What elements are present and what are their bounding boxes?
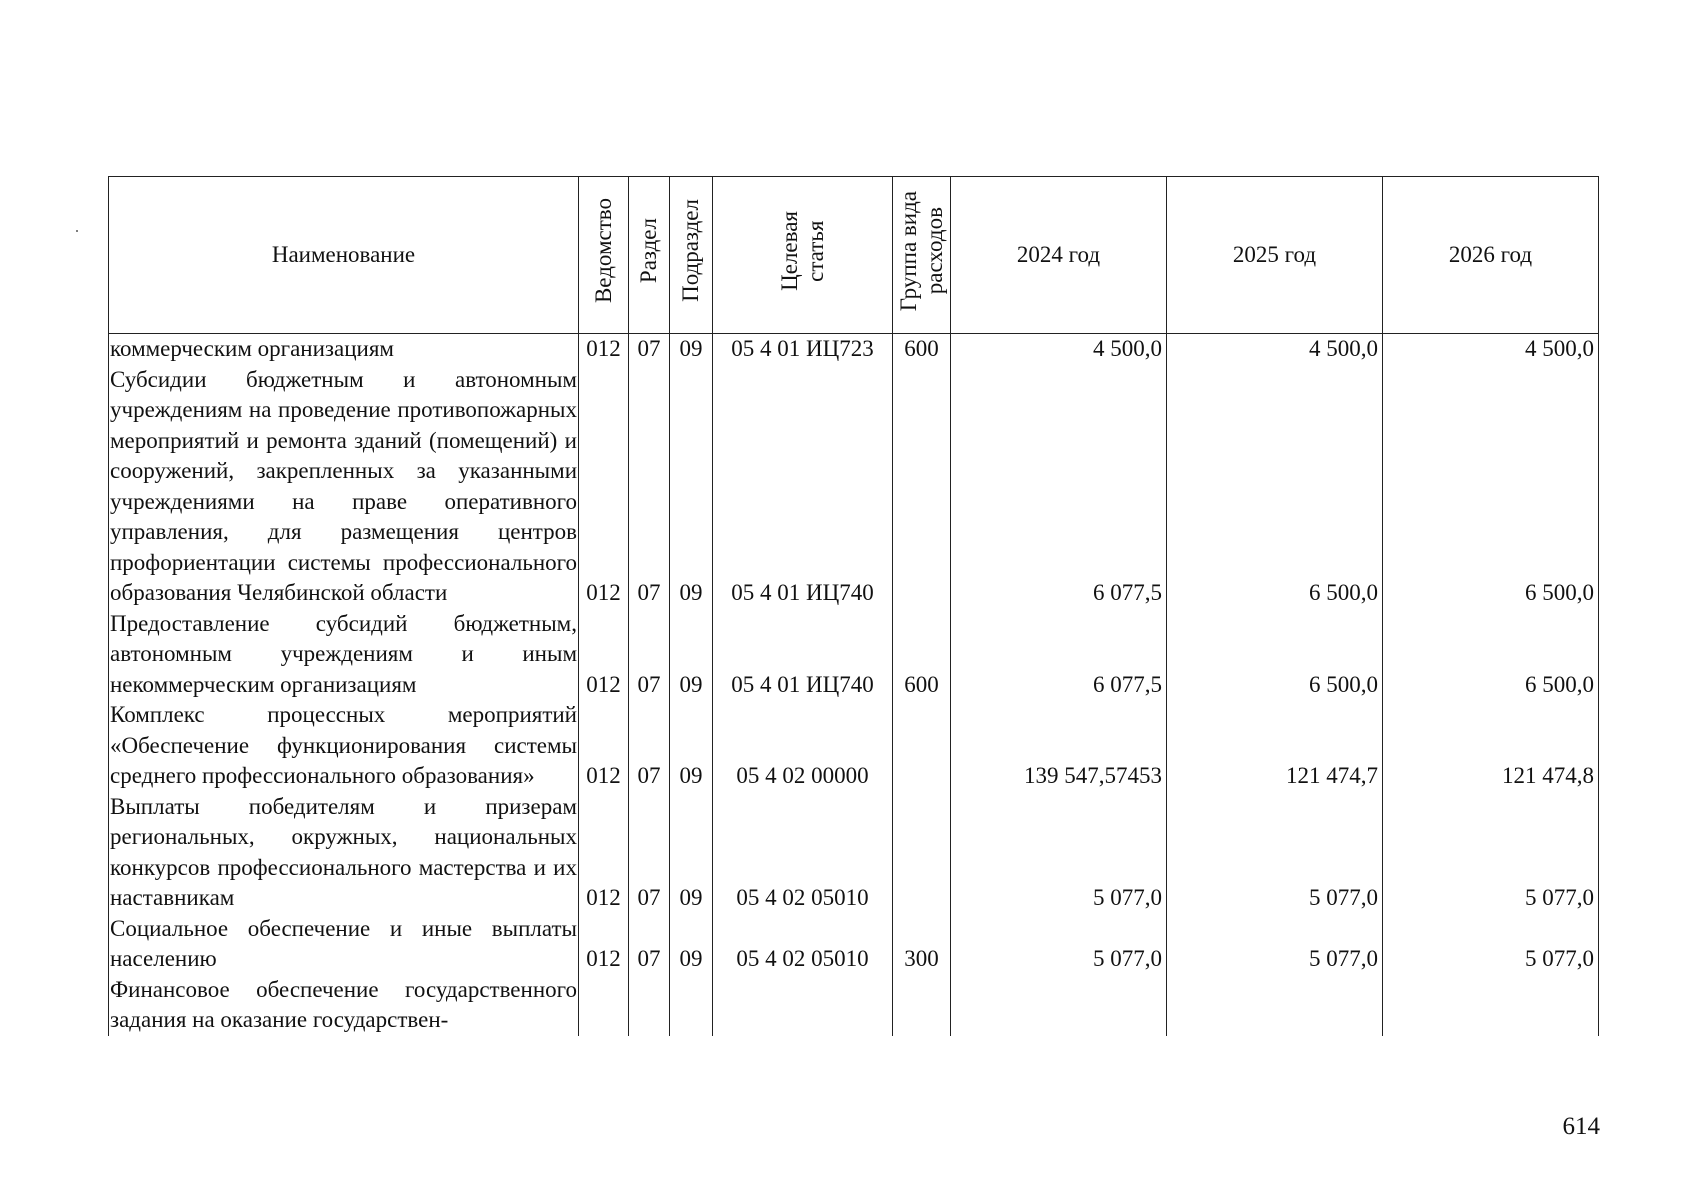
- scan-speck: [76, 230, 78, 232]
- row-value-2025: 5 077,0: [1167, 792, 1383, 914]
- row-subsection: 09: [670, 914, 713, 975]
- row-expense-group: [893, 700, 951, 792]
- row-target-article: 05 4 02 05010: [713, 792, 893, 914]
- header-target-article: Целевая статья: [713, 177, 893, 334]
- row-name: Финансовое обеспечение государственного задания на оказание государствен-: [109, 975, 579, 1036]
- row-section: 07: [629, 334, 670, 365]
- row-value-2025: 6 500,0: [1167, 365, 1383, 609]
- row-section: 07: [629, 700, 670, 792]
- row-value-2024: 4 500,0: [951, 334, 1167, 365]
- row-value-2025: 4 500,0: [1167, 334, 1383, 365]
- row-expense-group: 600: [893, 609, 951, 701]
- header-year-2025: 2025 год: [1167, 177, 1383, 334]
- row-value-2024: 5 077,0: [951, 792, 1167, 914]
- row-target-article: [713, 975, 893, 1036]
- row-value-2026: 5 077,0: [1383, 792, 1599, 914]
- row-subsection: 09: [670, 334, 713, 365]
- row-name: Социальное обеспечение и иные выплаты населению: [109, 914, 579, 975]
- table-row: [109, 365, 1599, 609]
- row-value-2024: [951, 975, 1167, 1036]
- row-value-2024: 139 547,57453: [951, 700, 1167, 792]
- row-subsection: 09: [670, 365, 713, 609]
- row-expense-group: [893, 365, 951, 609]
- row-value-2026: [1383, 975, 1599, 1036]
- row-section: 07: [629, 914, 670, 975]
- header-year-2026: 2026 год: [1383, 177, 1599, 334]
- row-value-2025: [1167, 975, 1383, 1036]
- header-year-2024: 2024 год: [951, 177, 1167, 334]
- row-subsection: 09: [670, 609, 713, 701]
- header-section: Раздел: [629, 177, 670, 334]
- table-row: [109, 700, 1599, 792]
- row-target-article: 05 4 02 00000: [713, 700, 893, 792]
- header-expense-group: Группа вида расходов: [893, 177, 951, 334]
- row-name: Комплекс процессных мероприятий «Обеспечение функционирования системы среднего профессионального образования»: [109, 700, 579, 792]
- row-value-2024: 6 077,5: [951, 609, 1167, 701]
- row-value-2024: 5 077,0: [951, 914, 1167, 975]
- row-department: 012: [579, 334, 629, 365]
- row-department: 012: [579, 792, 629, 914]
- row-department: [579, 975, 629, 1036]
- header-department: Ведомство: [579, 177, 629, 334]
- row-value-2026: 5 077,0: [1383, 914, 1599, 975]
- row-section: 07: [629, 365, 670, 609]
- row-value-2024: 6 077,5: [951, 365, 1167, 609]
- row-expense-group: [893, 792, 951, 914]
- row-expense-group: [893, 975, 951, 1036]
- table-header: [109, 177, 1599, 334]
- row-name: коммерческим организациям: [109, 334, 579, 365]
- budget-table: [108, 176, 1599, 1036]
- row-target-article: 05 4 01 ИЦ740: [713, 365, 893, 609]
- row-department: 012: [579, 914, 629, 975]
- table-row: [109, 792, 1599, 914]
- row-subsection: 09: [670, 792, 713, 914]
- row-value-2025: 6 500,0: [1167, 609, 1383, 701]
- header-name: Наименование: [109, 177, 579, 334]
- row-target-article: 05 4 01 ИЦ723: [713, 334, 893, 365]
- row-department: 012: [579, 365, 629, 609]
- row-department: 012: [579, 700, 629, 792]
- row-name: Предоставление субсидий бюджетным, автономным учреждениям и иным некоммерческим организациям: [109, 609, 579, 701]
- table-row: [109, 334, 1599, 365]
- row-value-2026: 121 474,8: [1383, 700, 1599, 792]
- table-body: [109, 334, 1599, 1036]
- row-subsection: 09: [670, 700, 713, 792]
- row-expense-group: 300: [893, 914, 951, 975]
- row-name: Выплаты победителям и призерам региональных, окружных, национальных конкурсов профессионального мастерства и их наставникам: [109, 792, 579, 914]
- row-department: 012: [579, 609, 629, 701]
- row-target-article: 05 4 01 ИЦ740: [713, 609, 893, 701]
- row-section: 07: [629, 792, 670, 914]
- row-value-2025: 121 474,7: [1167, 700, 1383, 792]
- row-section: [629, 975, 670, 1036]
- row-value-2026: 6 500,0: [1383, 609, 1599, 701]
- row-value-2026: 6 500,0: [1383, 365, 1599, 609]
- row-name: Субсидии бюджетным и автономным учреждениям на проведение противопожарных мероприятий и ремонта зданий (помещений) и сооружений, закрепленных за указанными учреждениями на праве оперативного управления, для размещения центров профориентации системы профессионального образования Челябинской области: [109, 365, 579, 609]
- row-value-2025: 5 077,0: [1167, 914, 1383, 975]
- table-row: [109, 914, 1599, 975]
- table-row: [109, 975, 1599, 1036]
- row-value-2026: 4 500,0: [1383, 334, 1599, 365]
- page-number: 614: [1562, 1113, 1600, 1140]
- table-row: [109, 609, 1599, 701]
- header-subsection: Подраздел: [670, 177, 713, 334]
- row-expense-group: 600: [893, 334, 951, 365]
- row-subsection: [670, 975, 713, 1036]
- row-target-article: 05 4 02 05010: [713, 914, 893, 975]
- row-section: 07: [629, 609, 670, 701]
